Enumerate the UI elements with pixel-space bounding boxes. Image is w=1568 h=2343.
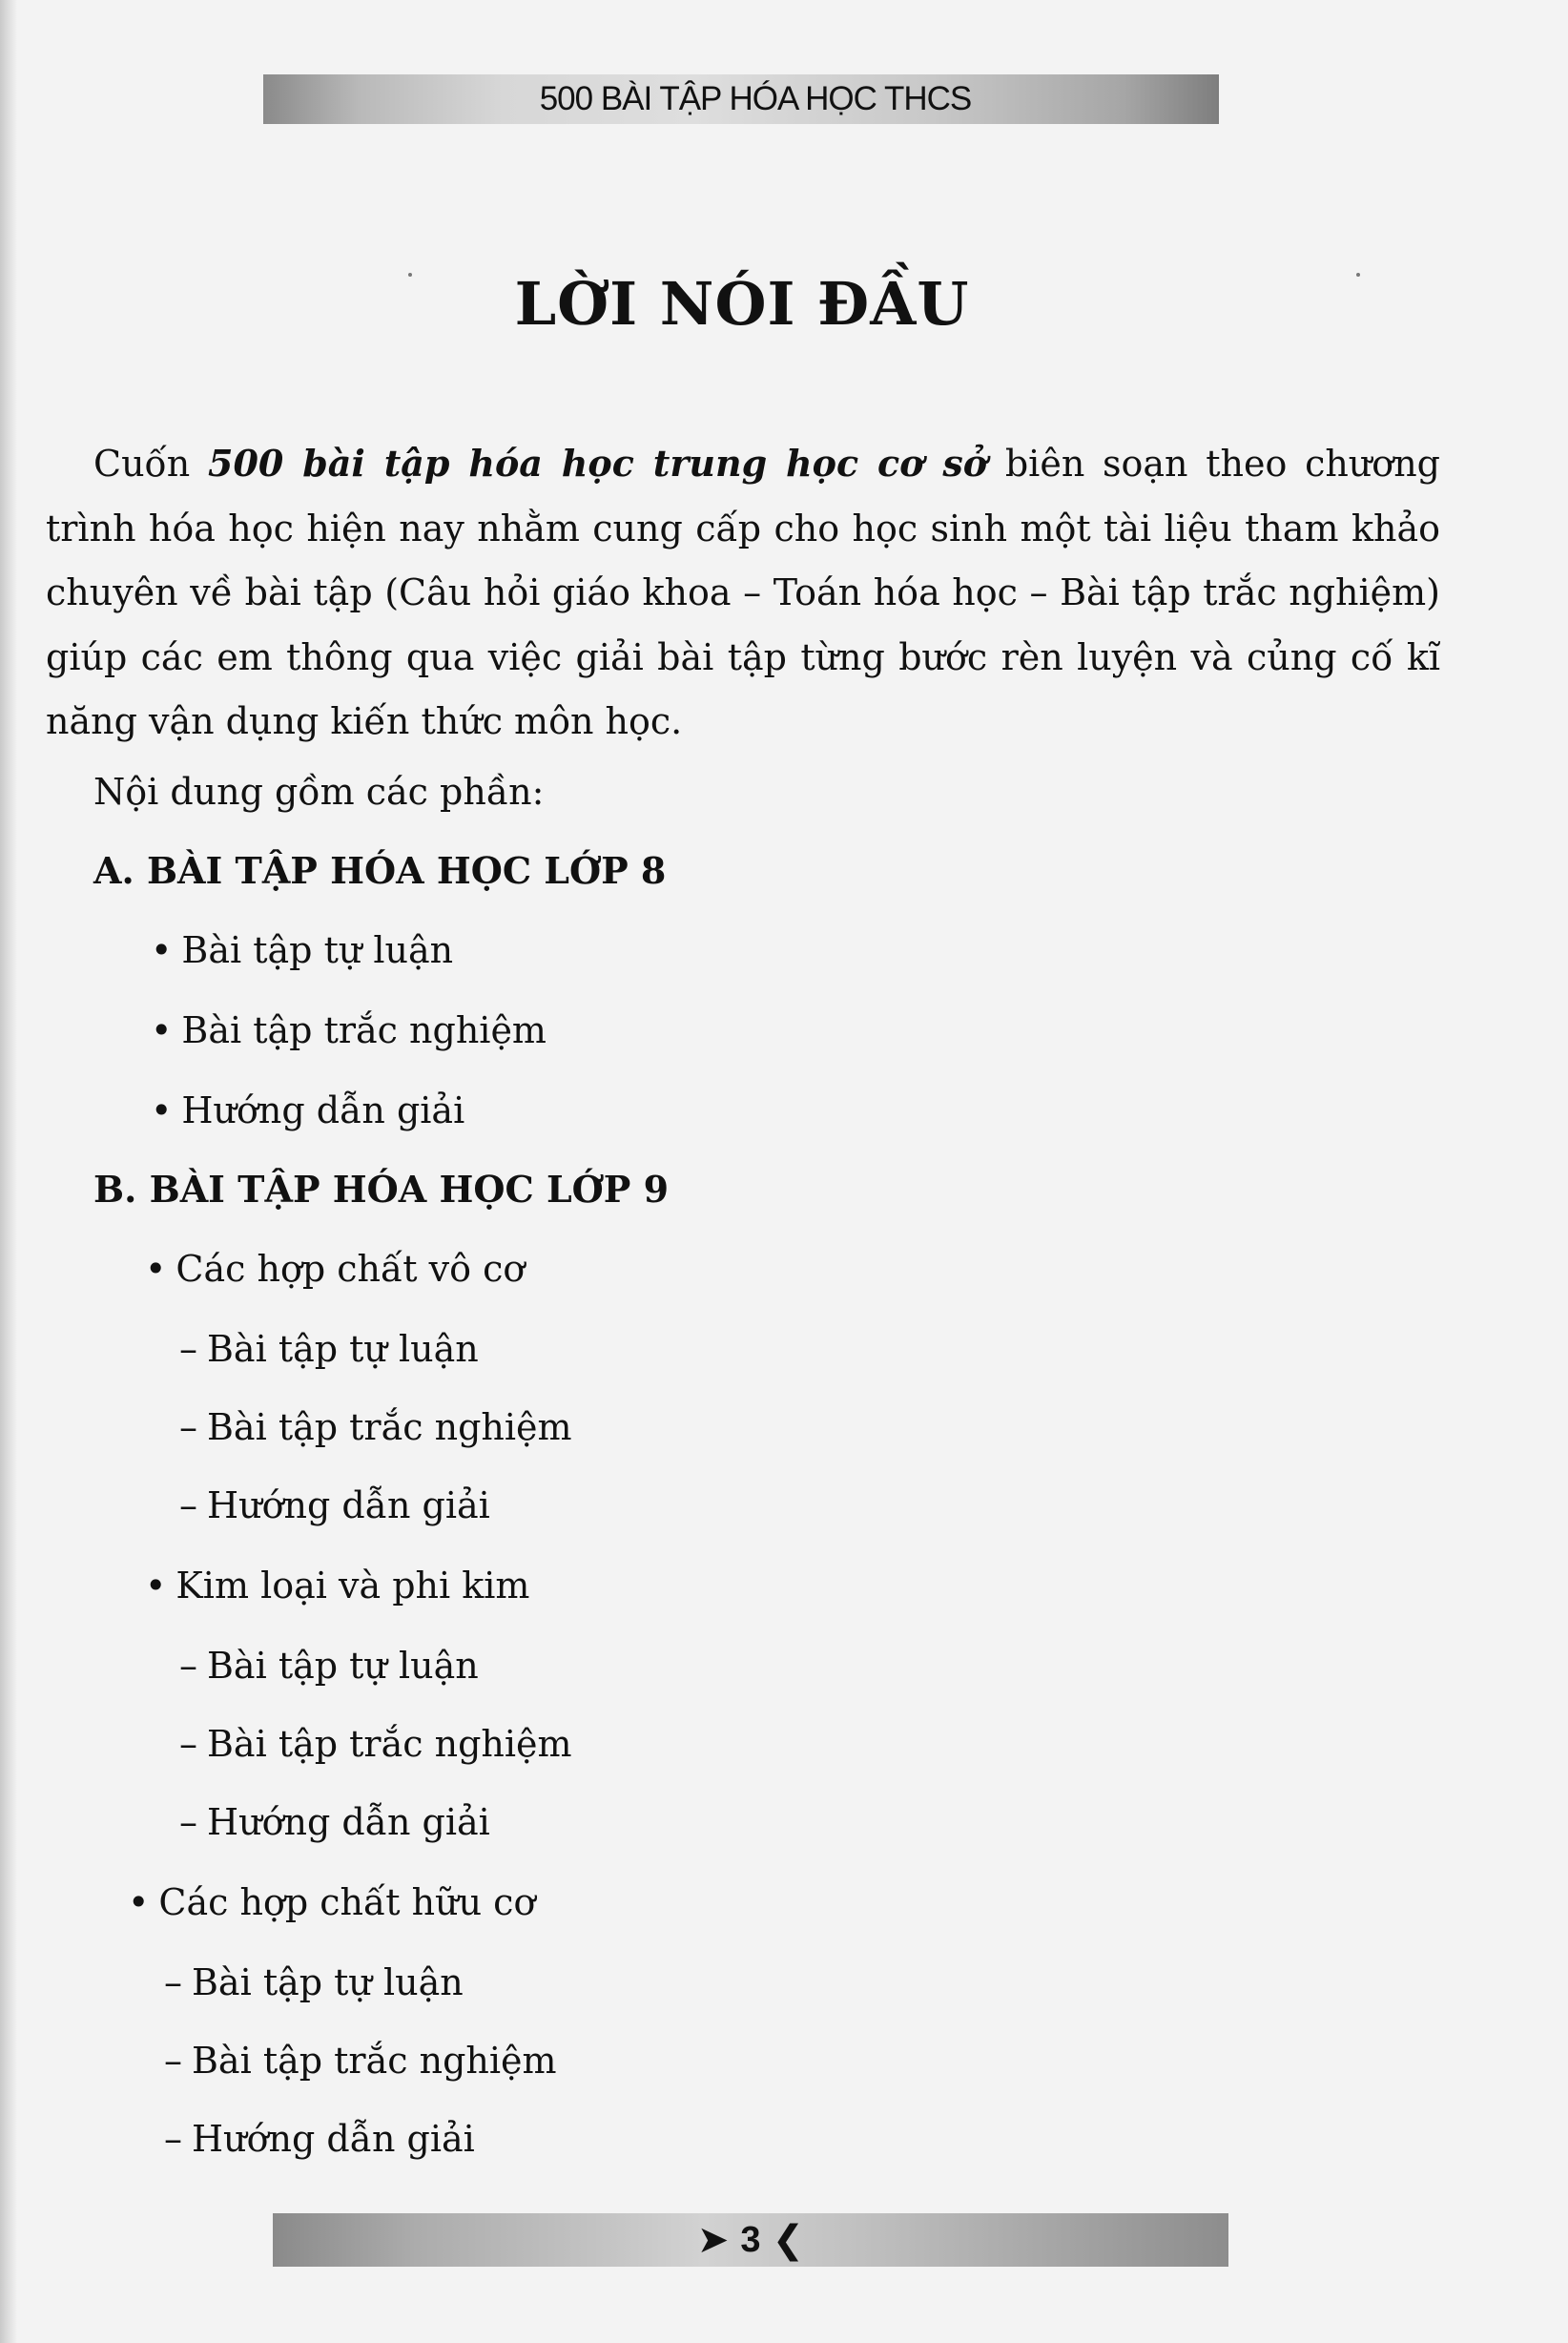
arrow-right-icon: ➤ (696, 2219, 730, 2261)
list-item: – Bài tập tự luận (179, 1328, 479, 1370)
list-item: – Hướng dẫn giải (179, 1801, 490, 1843)
group-label: • Các hợp chất vô cơ (145, 1248, 526, 1290)
dash-icon: – (164, 1961, 182, 2003)
dash-icon: – (164, 2040, 182, 2082)
dash-icon: – (179, 1328, 197, 1370)
list-item: – Bài tập trắc nghiệm (164, 2040, 557, 2082)
bullet-icon: • (151, 1089, 173, 1131)
page-number-box (697, 2218, 804, 2262)
list-item: – Hướng dẫn giải (164, 2118, 475, 2160)
dash-icon: – (179, 1645, 197, 1687)
intro-body: biên soạn theo chương trình hóa học hiện nay nhằm cung cấp cho học sinh một tài liệu tham khảo chuyên về bài tập (Câu hỏi giáo khoa – Toán hóa học – Bài tập trắc nghiệm) giúp các em thông qua việc giải bài tập từng bước rèn luyện và củng cố kĩ năng vận dụng kiến thức môn học. (46, 443, 1440, 742)
dash-icon: – (179, 1801, 197, 1843)
intro-paragraph (46, 431, 1440, 755)
list-item: – Bài tập tự luận (179, 1645, 479, 1687)
bullet-icon: • (145, 1248, 167, 1290)
running-header-title: 500 BÀI TẬP HÓA HỌC THCS (539, 80, 972, 117)
list-item: – Bài tập trắc nghiệm (179, 1723, 572, 1765)
dash-icon: – (164, 2118, 182, 2160)
bullet-icon: • (151, 929, 173, 971)
section-b-heading: B. BÀI TẬP HÓA HỌC LỚP 9 (93, 1168, 670, 1211)
dash-icon: – (179, 1484, 197, 1526)
bullet-icon: • (151, 1009, 173, 1051)
dash-icon: – (179, 1406, 197, 1448)
page-edge-shadow (0, 0, 17, 2343)
book-title: 500 bài tập hóa học trung học cơ sở (208, 442, 988, 485)
list-item: – Hướng dẫn giải (179, 1484, 490, 1526)
list-item: • Bài tập tự luận (151, 929, 454, 971)
contents-label: Nội dung gồm các phần: (93, 771, 545, 813)
arrow-left-icon: ❮ (772, 2219, 805, 2261)
list-item: • Bài tập trắc nghiệm (151, 1009, 547, 1051)
group-label: • Kim loại và phi kim (145, 1565, 530, 1607)
page-footer (273, 2213, 1228, 2267)
intro-lead: Cuốn (93, 443, 191, 485)
section-a-heading: A. BÀI TẬP HÓA HỌC LỚP 8 (93, 849, 667, 892)
list-item: • Hướng dẫn giải (151, 1089, 465, 1131)
dash-icon: – (179, 1723, 197, 1765)
bullet-icon: • (128, 1881, 150, 1923)
running-header (263, 74, 1219, 124)
page-title: LỜI NÓI ĐẦU (514, 269, 970, 339)
page-number: 3 (740, 2219, 761, 2260)
list-item: – Bài tập trắc nghiệm (179, 1406, 572, 1448)
group-label: • Các hợp chất hữu cơ (128, 1881, 536, 1923)
bullet-icon: • (145, 1565, 167, 1607)
list-item: – Bài tập tự luận (164, 1961, 464, 2003)
